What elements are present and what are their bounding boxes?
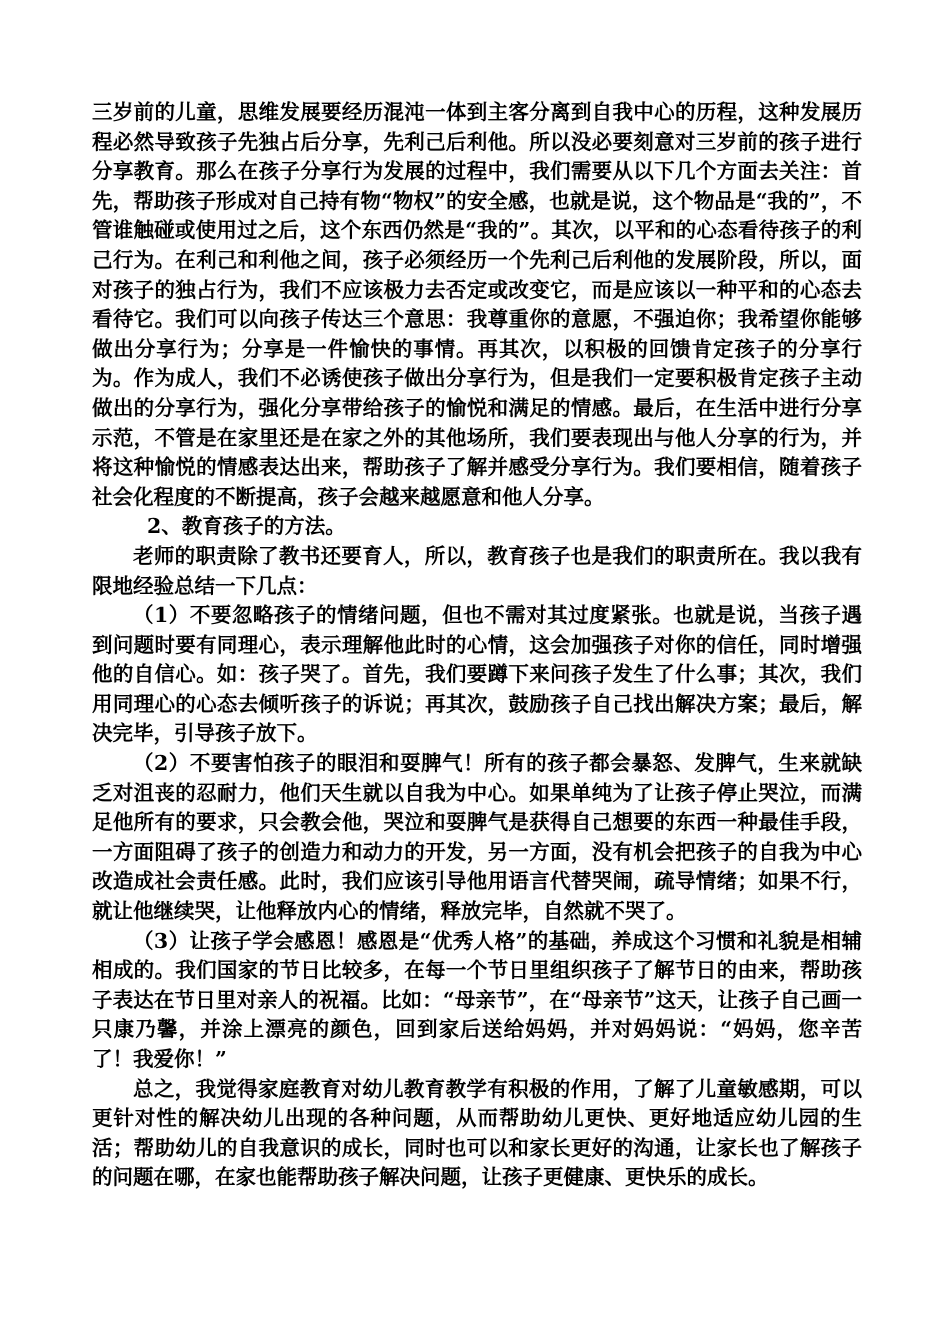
paragraph-point-1-emotions: （1）不要忽略孩子的情绪问题，但也不需对其过度紧张。也就是说，当孩子遇到问题时要有同理心，表示理解他此时的心情，这会加强孩子对你的信任，同时增强他的自信心。如：孩子哭了。首先，我们要蹲下来问孩子发生了什么事；其次，我们用同理心的心态去倾听孩子的诉说；再其次，鼓励孩子自己找出解决方案；最后，解决完毕，引导孩子放下。 (92, 603, 862, 746)
paragraph-point-3-gratitude: （3）让孩子学会感恩！感恩是“优秀人格”的基础，养成这个习惯和礼貌是相辅相成的。我们国家的节日比较多，在每一个节日里组织孩子了解节日的由来，帮助孩子表达在节日里对亲人的祝福。比如：“母亲节”，在“母亲节”这天，让孩子自己画一只康乃馨，并涂上漂亮的颜色，回到家后送给妈妈，并对妈妈说：“妈妈，您辛苦了！我爱你！” (92, 928, 862, 1071)
paragraph-sharing-development: 三岁前的儿童，思维发展要经历混沌一体到主客分离到自我中心的历程，这种发展历程必然导致孩子先独占后分享，先利己后利他。所以没必要刻意对三岁前的孩子进行分享教育。那么在孩子分享行为发展的过程中，我们需要从以下几个方面去关注：首先，帮助孩子形成对自己持有物“物权”的安全感，也就是说，这个物品是“我的”，不管谁触碰或使用过之后，这个东西仍然是“我的”。其次，以平和的心态看待孩子的利己行为。在利己和利他之间，孩子必须经历一个先利己后利他的发展阶段，所以，面对孩子的独占行为，我们不应该极力去否定或改变它，而是应该以一种平和的心态去看待它。我们可以向孩子传达三个意思：我尊重你的意愿，不强迫你；我希望你能够做出分享行为；分享是一件愉快的事情。再其次，以积极的回馈肯定孩子的分享行为。作为成人，我们不必诱使孩子做出分享行为，但是我们一定要积极肯定孩子主动做出的分享行为，强化分享带给孩子的愉悦和满足的情感。最后，在生活中进行分享示范，不管是在家里还是在家之外的其他场所，我们要表现出与他人分享的行为，并将这种愉悦的情感表达出来，帮助孩子了解并感受分享行为。我们要相信，随着孩子社会化程度的不断提高，孩子会越来越愿意和他人分享。 (92, 100, 862, 509)
paragraph-point-2-tantrums: （2）不要害怕孩子的眼泪和耍脾气！所有的孩子都会暴怒、发脾气，生来就缺乏对沮丧的忍耐力，他们天生就以自我为中心。如果单纯为了让孩子停止哭泣，而满足他所有的要求，只会教会他，哭泣和耍脾气是获得自己想要的东西一种最佳手段，一方面阻碍了孩子的创造力和动力的开发，另一方面，没有机会把孩子的自我为中心改造成社会责任感。此时，我们应该引导他用语言代替哭闹，疏导情绪；如果不行，就让他继续哭，让他释放内心的情绪，释放完毕，自然就不哭了。 (92, 751, 862, 924)
document-body (92, 98, 862, 1193)
paragraph-conclusion: 总之，我觉得家庭教育对幼儿教育教学有积极的作用，了解了儿童敏感期，可以更针对性的解决幼儿出现的各种问题，从而帮助幼儿更快、更好地适应幼儿园的生活；帮助幼儿的自我意识的成长，同时也可以和家长更好的沟通，让家长也了解孩子的问题在哪，在家也能帮助孩子解决问题，让孩子更健康、更快乐的成长。 (92, 1076, 862, 1190)
paragraph-teacher-duty: 老师的职责除了教书还要育人，所以，教育孩子也是我们的职责所在。我以我有限地经验总结一下几点： (92, 543, 862, 598)
section-heading-teaching-methods: 2、教育孩子的方法。 (147, 514, 346, 539)
